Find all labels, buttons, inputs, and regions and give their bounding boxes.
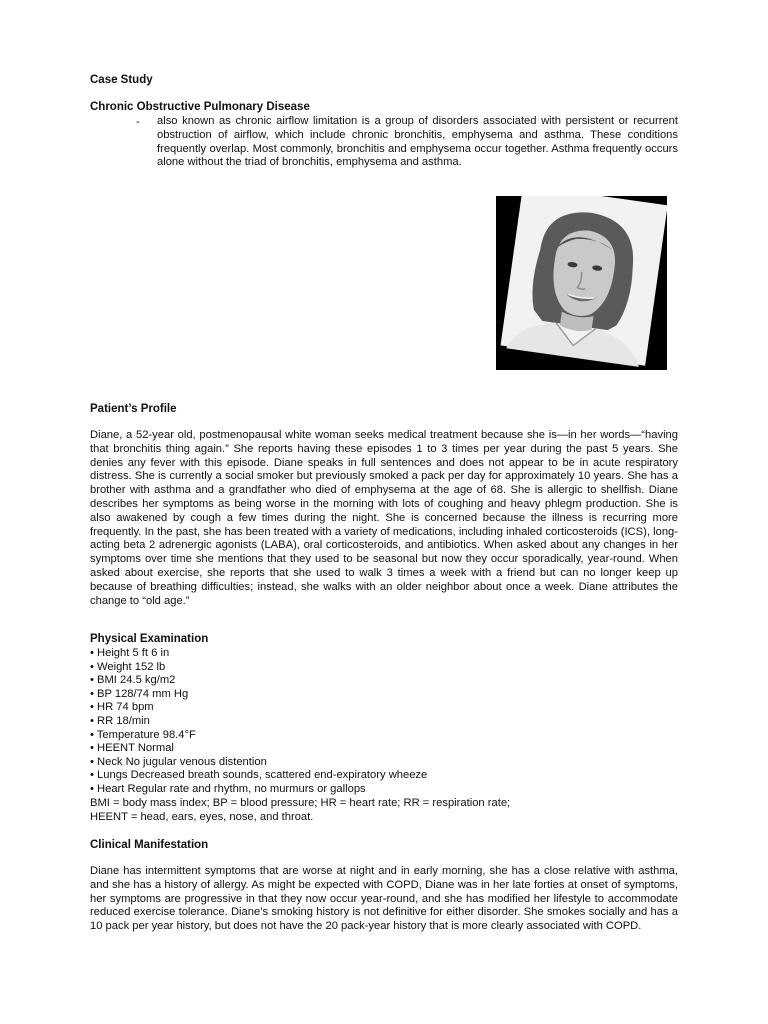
abbreviations-line-1: BMI = body mass index; BP = blood pressure; HR = heart rate; RR = respiration rate;: [90, 797, 511, 809]
disease-title: Chronic Obstructive Pulmonary Disease: [90, 101, 310, 113]
definition-dash-marker: -: [136, 116, 140, 128]
exam-item-temperature: • Temperature 98.4°F: [90, 728, 196, 741]
patient-profile-heading: Patient’s Profile: [90, 403, 177, 415]
exam-item-neck: • Neck No jugular venous distention: [90, 755, 267, 768]
exam-item-heent: • HEENT Normal: [90, 742, 174, 755]
physical-exam-list: [90, 647, 427, 797]
exam-item-hr: • HR 74 bpm: [90, 701, 154, 714]
patient-portrait-image: [496, 196, 667, 370]
exam-item-height: • Height 5 ft 6 in: [90, 647, 170, 659]
exam-item-heart: • Heart Regular rate and rhythm, no murmurs or gallops: [90, 782, 366, 795]
exam-item-lungs: • Lungs Decreased breath sounds, scattered end-expiratory wheeze: [90, 769, 428, 782]
disease-definition: also known as chronic airflow limitation is a group of disorders associated with persistent or recurrent obstruction of airflow, which include chronic bronchitis, emphysema and asthma. These conditions frequently overlap. Most commonly, bronchitis and emphysema occur together. Asthma frequently occurs alone without the triad of bronchitis, emphysema and asthma.: [157, 115, 678, 169]
patient-profile-text: Diane, a 52-year old, postmenopausal white woman seeks medical treatment because she is—in her words—“having that bronchitis thing again.” She reports having these episodes 1 to 3 times per year during the past 5 years. She denies any fever with this episode. Diane speaks in full sentences and does not appear to be in acute respiratory distress. She is currently a social smoker but previously smoked a pack per day for approximately 10 years. She has a brother with asthma and a grandfather who died of emphysema at the age of 68. She is allergic to shellfish. Diane describes her symptoms as being worse in the morning with lots of coughing and heavy phlegm production. She is also awakened by cough a few times during the night. She is concerned because the illness is recurring more frequently. In the past, she has been treated with a variety of medications, including inhaled corticosteroids (ICS), long-acting beta 2 adrenergic agonists (LABA), oral corticosteroids, and antibiotics. When asked about any changes in her symptoms over time she mentions that they used to be seasonal but now they occur sporadically, year-round. When asked about exercise, she reports that she used to walk 3 times a week with a friend but can no longer keep up because of breathing difficulties; instead, she walks with an older neighbor about once a week. Diane attributes the change to “old age.”: [90, 429, 678, 607]
patient-photo: [496, 196, 667, 370]
case-study-title: Case Study: [90, 74, 153, 86]
exam-item-weight: • Weight 152 lb: [90, 660, 166, 673]
abbreviations-line-2: HEENT = head, ears, eyes, nose, and throat.: [90, 811, 314, 823]
clinical-manifestation-heading: Clinical Manifestation: [90, 839, 209, 851]
exam-item-rr: • RR 18/min: [90, 714, 150, 727]
exam-item-bp: • BP 128/74 mm Hg: [90, 687, 189, 700]
physical-exam-heading: Physical Examination: [90, 633, 209, 645]
clinical-manifestation-text: Diane has intermittent symptoms that are worse at night and in early morning, she has a close relative with asthma, and she has a history of allergy. As might be expected with COPD, Diane was in her late forties at onset of symptoms, her symptoms are progressive in that they now occur year-round, and she has modified her lifestyle to accommodate reduced exercise tolerance. Diane’s smoking history is not definitive for either disorder. She smokes socially and has a 10 pack per year history, but does not have the 20 pack-year history that is more clearly associated with COPD.: [90, 865, 678, 933]
exam-item-bmi: • BMI 24.5 kg/m2: [90, 674, 176, 687]
